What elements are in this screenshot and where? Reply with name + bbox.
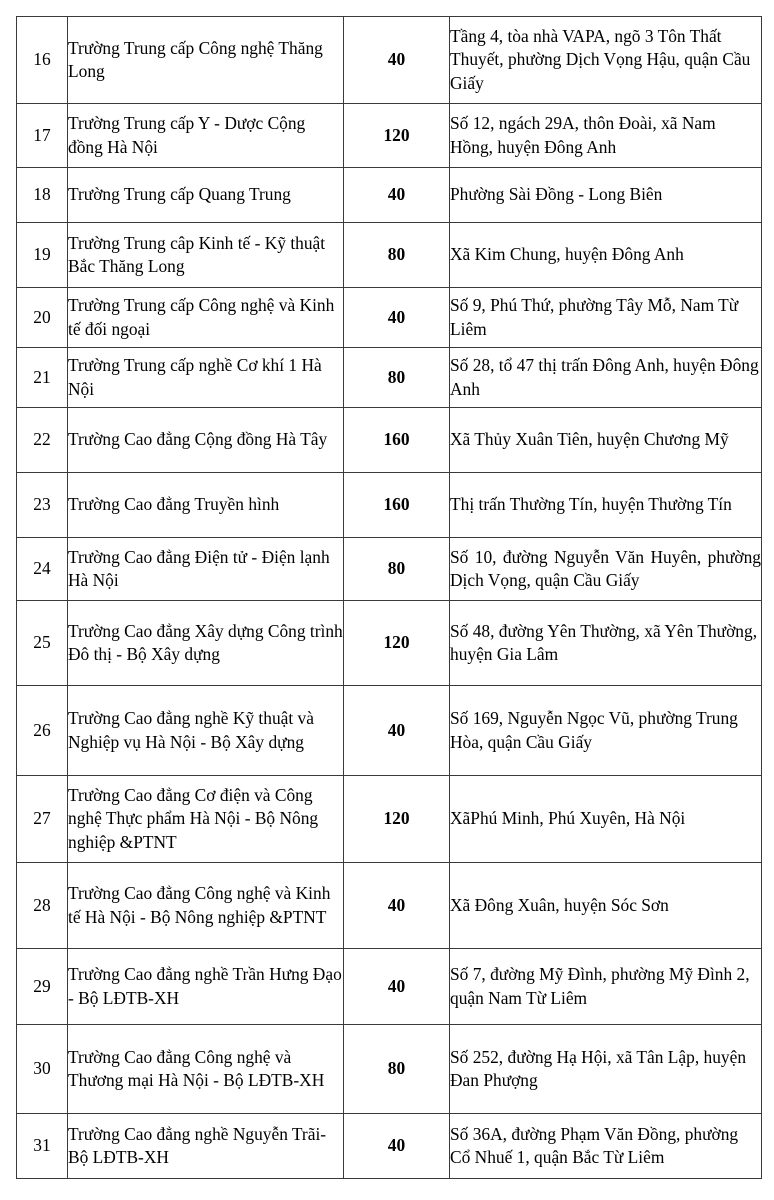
address-cell: Số 48, đường Yên Thường, xã Yên Thường, huyện Gia Lâm	[450, 601, 762, 686]
table-row	[17, 1114, 762, 1179]
row-index-cell: 30	[17, 1025, 68, 1114]
row-index-cell: 25	[17, 601, 68, 686]
quota-cell: 120	[344, 601, 450, 686]
table-row	[17, 1025, 762, 1114]
table-row	[17, 473, 762, 538]
quota-cell: 160	[344, 473, 450, 538]
address-cell: Số 36A, đường Phạm Văn Đồng, phường Cổ Nhuế 1, quận Bắc Từ Liêm	[450, 1114, 762, 1179]
row-index-cell: 16	[17, 17, 68, 104]
table-row	[17, 776, 762, 863]
quota-cell: 80	[344, 348, 450, 408]
address-cell: Số 252, đường Hạ Hội, xã Tân Lập, huyện Đan Phượng	[450, 1025, 762, 1114]
quota-cell: 40	[344, 949, 450, 1025]
table-row	[17, 686, 762, 776]
row-index-cell: 21	[17, 348, 68, 408]
school-name-cell: Trường Trung cấp Quang Trung	[68, 168, 344, 223]
table-row	[17, 863, 762, 949]
table-row	[17, 601, 762, 686]
row-index-cell: 18	[17, 168, 68, 223]
table-body	[17, 17, 762, 1179]
row-index-cell: 31	[17, 1114, 68, 1179]
quota-cell: 40	[344, 686, 450, 776]
row-index-cell: 22	[17, 408, 68, 473]
row-index-cell: 24	[17, 538, 68, 601]
quota-cell: 40	[344, 17, 450, 104]
address-cell: Xã Thủy Xuân Tiên, huyện Chương Mỹ	[450, 408, 762, 473]
row-index-cell: 20	[17, 288, 68, 348]
school-name-cell: Trường Cao đẳng Công nghệ và Kinh tế Hà Nội - Bộ Nông nghiệp &PTNT	[68, 863, 344, 949]
table-row	[17, 168, 762, 223]
quota-cell: 80	[344, 223, 450, 288]
quota-cell: 120	[344, 104, 450, 168]
address-cell: Số 10, đường Nguyễn Văn Huyên, phường Dịch Vọng, quận Cầu Giấy	[450, 538, 762, 601]
school-name-cell: Trường Cao đẳng nghề Trần Hưng Đạo - Bộ LĐTB-XH	[68, 949, 344, 1025]
address-cell: Số 12, ngách 29A, thôn Đoài, xã Nam Hồng, huyện Đông Anh	[450, 104, 762, 168]
quota-cell: 40	[344, 168, 450, 223]
school-name-cell: Trường Cao đẳng Cộng đồng Hà Tây	[68, 408, 344, 473]
table-row	[17, 949, 762, 1025]
address-cell: Số 9, Phú Thứ, phường Tây Mỗ, Nam Từ Liêm	[450, 288, 762, 348]
table-row	[17, 288, 762, 348]
row-index-cell: 17	[17, 104, 68, 168]
school-name-cell: Trường Trung câp Kinh tế - Kỹ thuật Bắc Thăng Long	[68, 223, 344, 288]
school-name-cell: Trường Cao đẳng Điện tử - Điện lạnh Hà Nội	[68, 538, 344, 601]
quota-cell: 120	[344, 776, 450, 863]
school-name-cell: Trường Cao đẳng Công nghệ và Thương mại Hà Nội - Bộ LĐTB-XH	[68, 1025, 344, 1114]
table-row	[17, 408, 762, 473]
school-list-table	[16, 16, 762, 1179]
quota-cell: 40	[344, 288, 450, 348]
address-cell: Phường Sài Đồng - Long Biên	[450, 168, 762, 223]
table-row	[17, 538, 762, 601]
school-name-cell: Trường Cao đẳng Cơ điện và Công nghệ Thực phẩm Hà Nội - Bộ Nông nghiệp &PTNT	[68, 776, 344, 863]
school-name-cell: Trường Trung cấp nghề Cơ khí 1 Hà Nội	[68, 348, 344, 408]
address-cell: Số 28, tổ 47 thị trấn Đông Anh, huyện Đông Anh	[450, 348, 762, 408]
row-index-cell: 29	[17, 949, 68, 1025]
quota-cell: 160	[344, 408, 450, 473]
row-index-cell: 23	[17, 473, 68, 538]
address-cell: Số 169, Nguyễn Ngọc Vũ, phường Trung Hòa, quận Cầu Giấy	[450, 686, 762, 776]
address-cell: Số 7, đường Mỹ Đình, phường Mỹ Đình 2, quận Nam Từ Liêm	[450, 949, 762, 1025]
quota-cell: 80	[344, 538, 450, 601]
row-index-cell: 28	[17, 863, 68, 949]
address-cell: Xã Đông Xuân, huyện Sóc Sơn	[450, 863, 762, 949]
school-name-cell: Trường Cao đẳng nghề Nguyễn Trãi- Bộ LĐTB-XH	[68, 1114, 344, 1179]
table-row	[17, 104, 762, 168]
quota-cell: 40	[344, 863, 450, 949]
table-row	[17, 223, 762, 288]
school-name-cell: Trường Cao đẳng nghề Kỹ thuật và Nghiệp vụ Hà Nội - Bộ Xây dựng	[68, 686, 344, 776]
school-name-cell: Trường Trung cấp Y - Dược Cộng đồng Hà Nội	[68, 104, 344, 168]
row-index-cell: 27	[17, 776, 68, 863]
quota-cell: 80	[344, 1025, 450, 1114]
school-name-cell: Trường Cao đẳng Xây dựng Công trình Đô thị - Bộ Xây dựng	[68, 601, 344, 686]
school-name-cell: Trường Trung cấp Công nghệ và Kinh tế đối ngoại	[68, 288, 344, 348]
school-name-cell: Trường Trung cấp Công nghệ Thăng Long	[68, 17, 344, 104]
address-cell: Xã Kim Chung, huyện Đông Anh	[450, 223, 762, 288]
address-cell: Thị trấn Thường Tín, huyện Thường Tín	[450, 473, 762, 538]
table-row	[17, 348, 762, 408]
row-index-cell: 19	[17, 223, 68, 288]
address-cell: Tầng 4, tòa nhà VAPA, ngõ 3 Tôn Thất Thuyết, phường Dịch Vọng Hậu, quận Cầu Giấy	[450, 17, 762, 104]
row-index-cell: 26	[17, 686, 68, 776]
address-cell: XãPhú Minh, Phú Xuyên, Hà Nội	[450, 776, 762, 863]
quota-cell: 40	[344, 1114, 450, 1179]
school-name-cell: Trường Cao đẳng Truyền hình	[68, 473, 344, 538]
table-row	[17, 17, 762, 104]
